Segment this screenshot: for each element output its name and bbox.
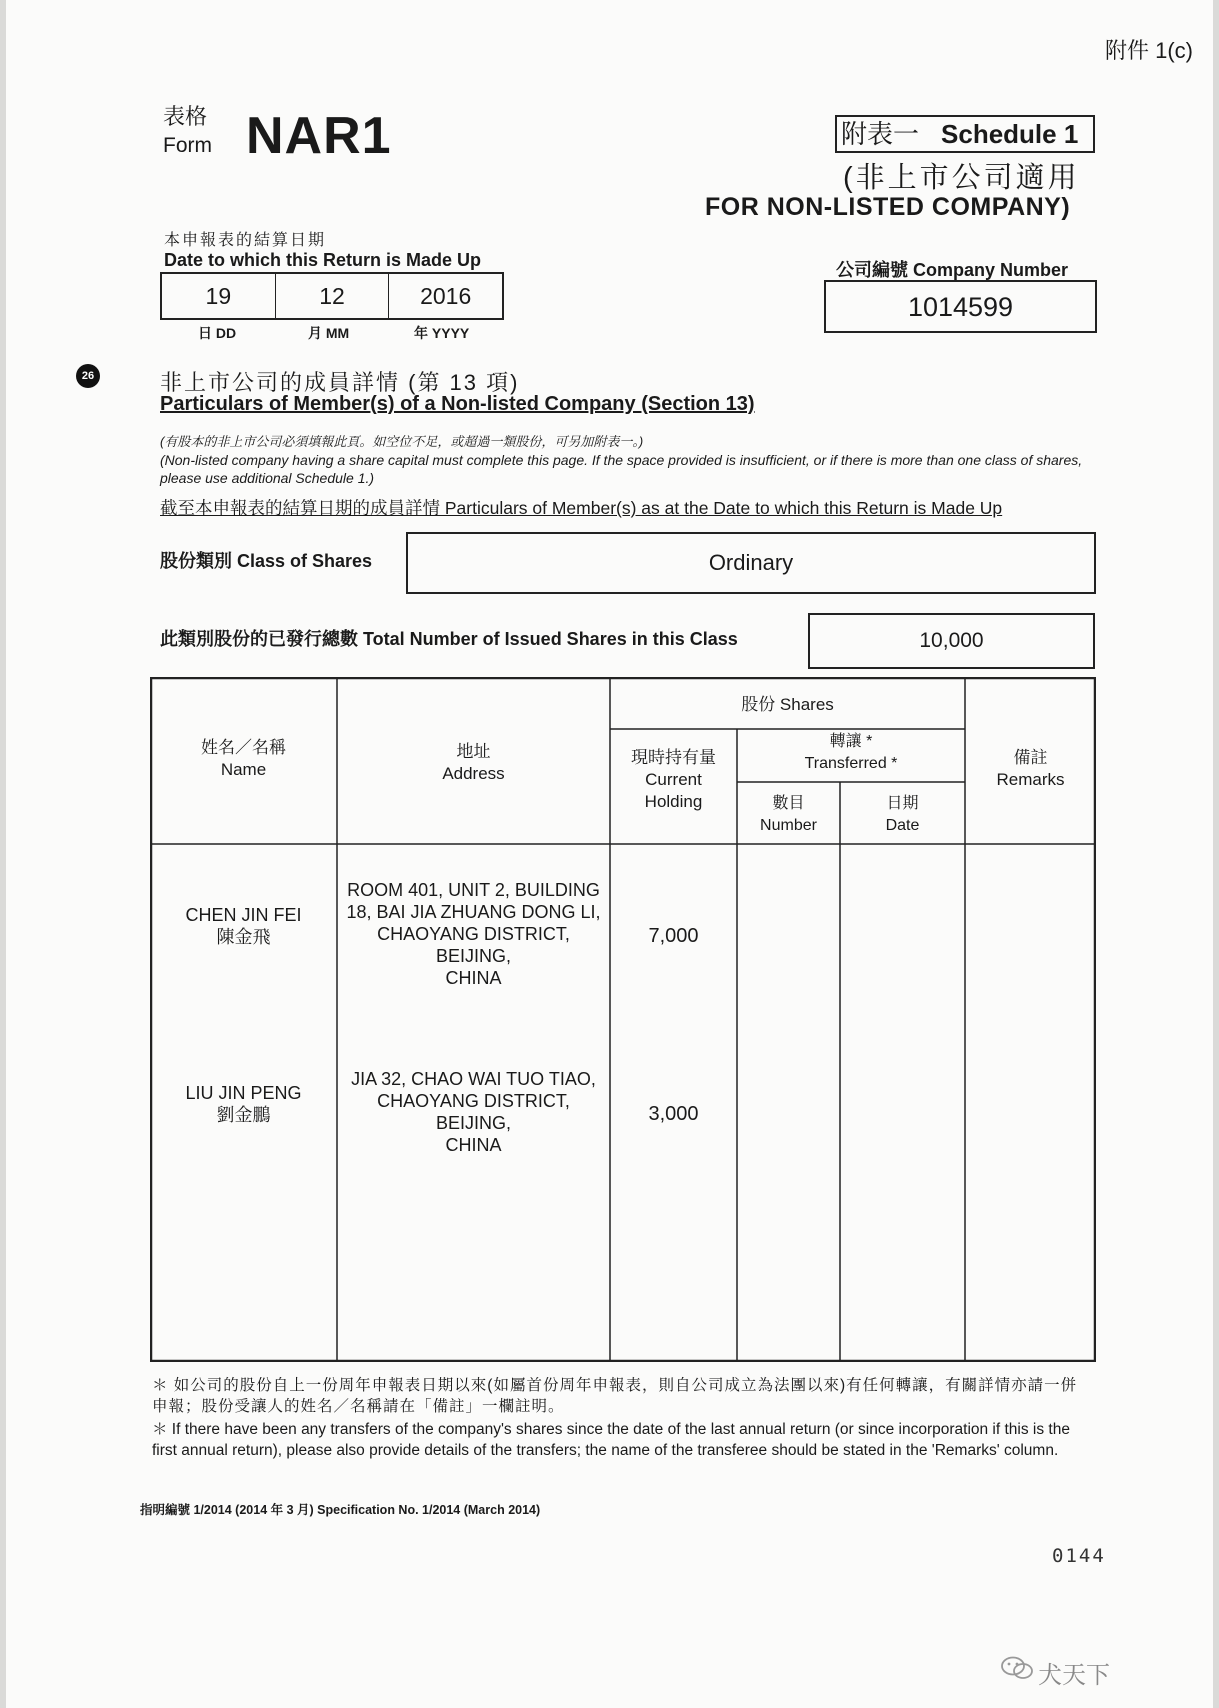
member-2-address-line: BEIJING, <box>435 1113 511 1133</box>
header-name-en: Name <box>220 760 267 779</box>
company-number-label: 公司編號 Company Number <box>836 260 1069 280</box>
specification-number: 指明編號 1/2014 (2014 年 3 月) Specification No. 1/2014 (March 2014) <box>140 1503 541 1517</box>
company-number-field[interactable]: 1014599 <box>824 280 1097 333</box>
header-name <box>150 737 337 781</box>
section-note-zh: (有股本的非上市公司必須填報此頁。如空位不足，或超過一類股份，可另加附表一。) <box>160 434 644 449</box>
header-remarks <box>965 747 1096 791</box>
member-1-address <box>337 879 610 989</box>
schedule-for-zh: (非上市公司適用 <box>843 162 1080 194</box>
schedule-label-zh: 附表一 <box>841 119 920 149</box>
header-number <box>737 793 840 837</box>
date-label-zh: 本申報表的結算日期 <box>164 232 327 249</box>
member-1-address-line: CHAOYANG DISTRICT, <box>377 924 570 944</box>
schedule-box <box>835 115 1095 153</box>
wechat-icon <box>1000 1655 1034 1681</box>
date-label-en: Date to which this Return is Made Up <box>164 250 482 270</box>
header-remarks-zh: 備註 <box>1013 748 1048 767</box>
annex-label: 附件 1(c) <box>1105 38 1194 63</box>
member-2-name <box>150 1082 337 1126</box>
section-title-en: Particulars of Member(s) of a Non-listed Company (Section 13) <box>160 393 755 415</box>
header-number-en: Number <box>760 817 817 834</box>
header-date-en: Date <box>885 817 920 834</box>
member-2-address-line: CHINA <box>445 1135 502 1155</box>
form-label-en: Form <box>163 134 212 157</box>
header-address-zh: 地址 <box>456 742 491 761</box>
date-day[interactable]: 19 <box>162 274 276 318</box>
total-issued-label: 此類別股份的已發行總數 Total Number of Issued Shares in this Class <box>160 629 738 649</box>
header-holding-zh: 現時持有量 <box>631 748 716 767</box>
header-holding-en1: Current <box>645 770 702 789</box>
member-2-name-en: LIU JIN PENG <box>185 1083 302 1103</box>
header-current-holding <box>610 747 737 813</box>
total-issued-field[interactable]: 10,000 <box>808 613 1095 669</box>
date-year-label: 年 YYYY <box>414 325 470 341</box>
footnote-zh: ＊ 如公司的股份自上一份周年申報表日期以來(如屬首份周年申報表，則自公司成立為法團以來)有任何轉讓，有關詳情亦請一併申報；股份受讓人的姓名／名稱請在「備註」一欄註明。 <box>152 1377 1078 1415</box>
class-of-shares-field[interactable]: Ordinary <box>406 532 1096 594</box>
as-at-heading: 截至本申報表的結算日期的成員詳情 Particulars of Member(s) as at the Date to which this Return is Made Up <box>160 498 1003 518</box>
schedule-for-en: FOR NON-LISTED COMPANY) <box>705 193 1071 221</box>
header-number-zh: 數目 <box>772 795 805 812</box>
section-note-en: (Non-listed company having a share capital must complete this page. If the space provided is insufficient, or if there is more than one class of shares, please use additional Schedule 1.) <box>160 452 1083 486</box>
date-month-label: 月 MM <box>308 325 350 341</box>
header-transferred-zh: 轉讓 * <box>829 733 873 750</box>
member-1-name-en: CHEN JIN FEI <box>185 905 302 925</box>
member-1-address-line: CHINA <box>445 968 502 988</box>
member-1-address-line: ROOM 401, UNIT 2, BUILDING <box>347 880 600 900</box>
member-1-name <box>150 904 337 948</box>
class-of-shares-label: 股份類別 Class of Shares <box>160 551 373 571</box>
member-1-name-zh: 陳金飛 <box>216 927 271 947</box>
header-date-zh: 日期 <box>886 795 919 812</box>
header-date <box>840 793 965 837</box>
header-remarks-en: Remarks <box>996 770 1065 789</box>
header-name-zh: 姓名／名稱 <box>201 738 286 757</box>
header-address <box>337 741 610 785</box>
page-number: 0144 <box>1052 1545 1106 1567</box>
header-shares: 股份 Shares <box>741 695 834 714</box>
header-transferred <box>737 731 965 775</box>
member-2-name-zh: 劉金鵬 <box>216 1105 271 1125</box>
member-2-address-line: CHAOYANG DISTRICT, <box>377 1091 570 1111</box>
form-number: NAR1 <box>246 107 392 165</box>
members-table <box>150 677 1096 1362</box>
right-scan-edge <box>1213 0 1219 1708</box>
section-title-zh: 非上市公司的成員詳情 (第 13 項) <box>160 370 520 395</box>
schedule-label-en: Schedule 1 <box>941 119 1079 149</box>
member-2-address <box>337 1068 610 1156</box>
watermark-text: 犬天下 <box>1038 1662 1110 1689</box>
footnote-en: ＊ If there have been any transfers of the company's shares since the date of the last annual return (or since incorporation if this is the first annual return), please also provide details of the transfers; the name of the transferee should be stated in the 'Remarks' column. <box>152 1421 1070 1459</box>
section-badge: 26 <box>76 364 100 388</box>
date-month[interactable]: 12 <box>276 274 390 318</box>
header-holding-en2: Holding <box>644 792 703 811</box>
left-scan-edge <box>0 0 6 1708</box>
header-transferred-en: Transferred * <box>804 755 898 772</box>
member-1-address-line: BEIJING, <box>435 946 511 966</box>
member-2-holding: 3,000 <box>648 1103 699 1125</box>
date-year[interactable]: 2016 <box>420 283 472 309</box>
member-1-address-line: 18, BAI JIA ZHUANG DONG LI, <box>346 902 601 922</box>
member-2-address-line: JIA 32, CHAO WAI TUO TIAO, <box>351 1069 596 1089</box>
header-address-en: Address <box>442 764 505 783</box>
member-1-holding: 7,000 <box>648 925 699 947</box>
date-day-label: 日 DD <box>198 325 237 341</box>
date-field[interactable] <box>160 272 504 320</box>
form-label-zh: 表格 <box>163 104 208 129</box>
